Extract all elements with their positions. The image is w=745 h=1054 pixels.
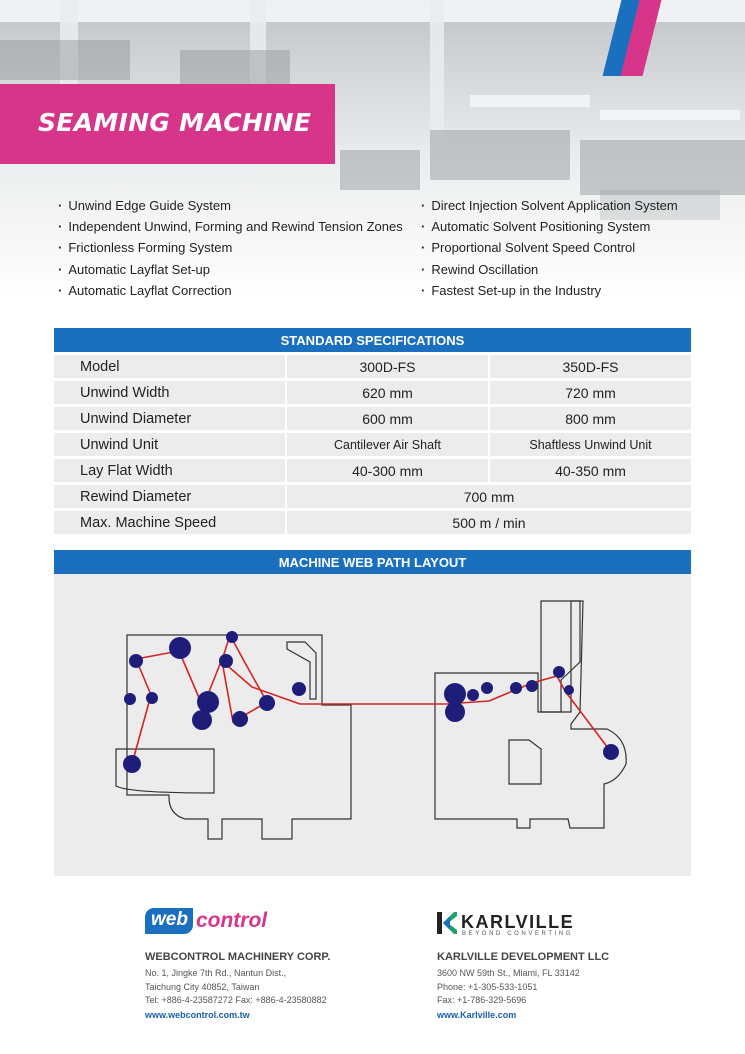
roller [197, 691, 219, 713]
feature-item: · Rewind Oscillation [421, 259, 678, 280]
feature-item: · Automatic Layflat Set-up [58, 259, 403, 280]
roller [445, 702, 465, 722]
feature-item: · Proportional Solvent Speed Control [421, 237, 678, 258]
contact-line: Tel: +886-4-23587272 Fax: +886-4-23580882 [145, 995, 327, 1005]
spec-label: Model [54, 355, 285, 378]
feature-list-right [421, 195, 678, 301]
web-path-diagram [54, 574, 691, 876]
table-row [54, 459, 691, 482]
roller [232, 711, 248, 727]
roller [467, 689, 479, 701]
website-link[interactable]: www.Karlville.com [437, 1009, 517, 1020]
spec-value: 40-350 mm [488, 459, 691, 482]
table-row [54, 407, 691, 430]
specifications-table [54, 352, 691, 537]
left-machine-frame [127, 635, 351, 839]
webcontrol-logo [145, 908, 330, 938]
spec-value: Cantilever Air Shaft [285, 433, 488, 456]
company-name: WEBCONTROL MACHINERY CORP. [145, 951, 331, 963]
address-line: No. 1, Jingke 7th Rd., Nantun Dist., [145, 968, 287, 978]
roller [510, 682, 522, 694]
roller [564, 685, 574, 695]
spec-value: 720 mm [488, 381, 691, 404]
feature-item: · Fastest Set-up in the Industry [421, 280, 678, 301]
address-line: 3600 NW 59th St., Miami, FL 33142 [437, 968, 580, 978]
karlville-logo-name: KARLVILLE [461, 912, 575, 932]
company-name: KARLVILLE DEVELOPMENT LLC [437, 951, 610, 963]
feature-item: · Automatic Layflat Correction [58, 280, 403, 301]
website-link[interactable]: www.webcontrol.com.tw [145, 1009, 250, 1020]
address-line: Taichung City 40852, Taiwan [145, 981, 260, 992]
feature-item: · Automatic Solvent Positioning System [421, 216, 678, 237]
roller [124, 693, 136, 705]
webcontrol-logo-text: control [195, 909, 268, 932]
title-banner [0, 84, 335, 164]
roller [123, 755, 141, 773]
roller [292, 682, 306, 696]
spec-value: 600 mm [285, 407, 488, 430]
spec-value: 800 mm [488, 407, 691, 430]
spec-value: 300D-FS [285, 355, 488, 378]
roller [603, 744, 619, 760]
karlville-contact-block [437, 908, 609, 1022]
feature-item: · Unwind Edge Guide System [58, 195, 403, 216]
karlville-k-icon [437, 912, 457, 934]
table-row [54, 511, 691, 534]
spec-label: Unwind Unit [54, 433, 285, 456]
karlville-logo-tagline: BEYOND CONVERTING [462, 931, 574, 937]
feature-item: · Independent Unwind, Forming and Rewind Tension Zones [58, 216, 403, 237]
roller [169, 637, 191, 659]
feature-item: · Direct Injection Solvent Application System [421, 195, 678, 216]
spec-label: Rewind Diameter [54, 485, 285, 508]
webcontrol-contact-block [145, 908, 330, 1022]
table-row [54, 485, 691, 508]
contact-line: Phone: +1-305-533-1051 [437, 981, 538, 992]
roller [146, 692, 158, 704]
roller [444, 683, 466, 705]
right-lower-housing [509, 740, 541, 784]
feature-item: · Frictionless Forming System [58, 237, 403, 258]
table-row [54, 381, 691, 404]
feature-list-left [58, 195, 403, 301]
web-path-heading: MACHINE WEB PATH LAYOUT [54, 550, 691, 574]
table-row [54, 433, 691, 456]
spec-value: 350D-FS [488, 355, 691, 378]
roller [192, 710, 212, 730]
webcontrol-logo-box: web [145, 908, 193, 934]
spec-value: 620 mm [285, 381, 488, 404]
spec-label: Unwind Width [54, 381, 285, 404]
spec-label: Lay Flat Width [54, 459, 285, 482]
contact-line: Fax: +1-786-329-5696 [437, 995, 527, 1005]
roller [219, 654, 233, 668]
page-title: SEAMING MACHINE [38, 108, 312, 137]
roller [259, 695, 275, 711]
roller [526, 680, 538, 692]
specifications-heading: STANDARD SPECIFICATIONS [54, 328, 691, 352]
machine-diagram-svg [54, 574, 691, 876]
spec-value: 40-300 mm [285, 459, 488, 482]
spec-value: 700 mm [285, 485, 691, 508]
roller [553, 666, 565, 678]
right-tower [541, 601, 580, 712]
spec-value: 500 m / min [285, 511, 691, 534]
table-row [54, 355, 691, 378]
spec-label: Unwind Diameter [54, 407, 285, 430]
roller [226, 631, 238, 643]
spec-value: Shaftless Unwind Unit [488, 433, 691, 456]
karlville-logo [437, 908, 609, 938]
roller [129, 654, 143, 668]
spec-label: Max. Machine Speed [54, 511, 285, 534]
roller [481, 682, 493, 694]
